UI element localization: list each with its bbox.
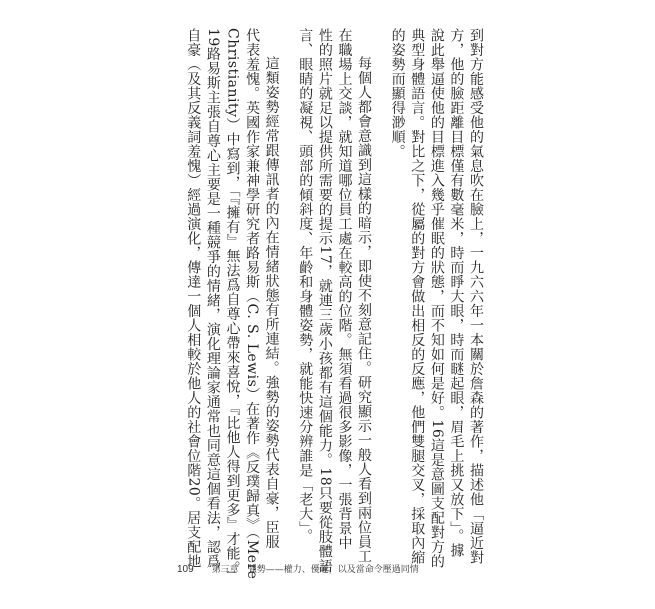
paragraph-gap <box>373 28 387 541</box>
text-line: 性的照片就足以提供所需要的提示17，就連三歲小孩都有這個能力。18只要從肢體語 <box>316 28 333 574</box>
text-line: 19路易斯主張自尊心主要是一種競爭的情緒，演化理論家通常也同意這個看法，認爲 <box>204 28 221 569</box>
chapter-title: 第三章 強勢——權力、優越，以及當命令壓過同情 <box>211 565 419 575</box>
text-line: 方，他的臉距離目標僅有數毫米，時而睜大眼，時而瞇起眼，眉毛上挑又放下」。據 <box>448 28 465 558</box>
text-line: 代表羞愧。英國作家兼神學研究者路易斯（C. S. Lewis）在著作《反璞歸真》（Mere <box>244 28 261 580</box>
text-line: Christianity）中寫到，「『擁有』無法爲自尊心帶來喜悅，『比他人得到更多』才能。」 <box>224 28 241 583</box>
text-line: 言、眼睛的凝視、頭部的傾斜度、年齡和身體姿勢，就能快速分辨誰是「老大」。 <box>297 28 314 543</box>
page-number: 109 <box>177 564 194 575</box>
page-footer <box>177 562 419 575</box>
text-line: 典型身體語言。對比之下，從屬的對方會做出相反的反應，他們雙腿交叉，採取內縮 <box>409 28 426 565</box>
text-line: 這類姿勢經常跟傳訊者的內在情緒狀態有所連結。強勢的姿勢代表自豪，臣服 <box>263 56 280 549</box>
text-line: 每個人都會意識到這樣的暗示，即使不刻意記住。研究顯示一般人看到兩位員工 <box>356 56 373 564</box>
paragraph-gap <box>281 28 295 541</box>
text-line: 的姿勢而顯得渺順。 <box>389 28 406 159</box>
text-line: 到對方能感受他的氣息吹在臉上，一九六六年一本關於詹森的著作，描述他「逼近對 <box>468 28 484 565</box>
text-line: 自豪（及其反義詞羞愧）經過演化，傳達一個人相較於他人的社會位階20。居支配地 <box>185 28 202 569</box>
text-line: 說此舉逼使他的目標進入幾乎催眠的狀態，而不知如何是好。16這是意圖支配對方的 <box>428 28 445 569</box>
text-line: 在職場上交談，就知道哪位員工處在較高的位階。無須看過很多影像，一張背景中 <box>336 28 353 550</box>
